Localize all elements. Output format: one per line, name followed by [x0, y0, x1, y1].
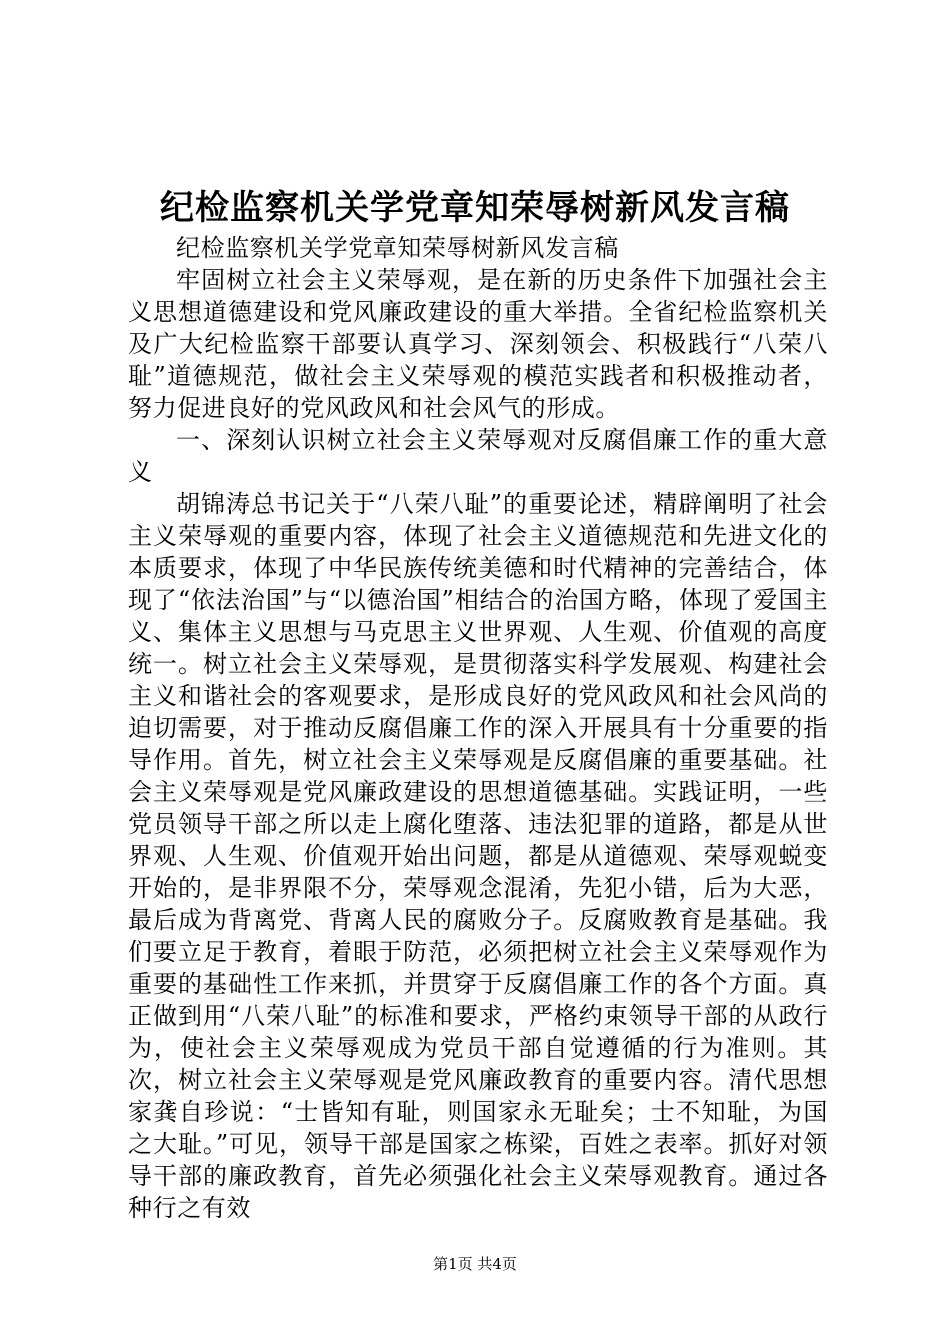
section-heading: 一、深刻认识树立社会主义荣辱观对反腐倡廉工作的重大意义: [128, 426, 828, 486]
paragraph-subtitle: 纪检监察机关学党章知荣辱树新风发言稿: [176, 234, 619, 262]
document-title: 纪检监察机关学党章知荣辱树新风发言稿: [160, 188, 790, 228]
document-body: [128, 232, 828, 1224]
paragraph-body: 胡锦涛总书记关于“八荣八耻”的重要论述，精辟阐明了社会主义荣辱观的重要内容，体现了社会主义道德规范和先进文化的本质要求，体现了中华民族传统美德和时代精神的完善结合，体现了“依法治国”与“以德治国”相结合的治国方略，体现了爱国主义、集体主义思想与马克思主义世界观、人生观、价值观的高度统一。树立社会主义荣辱观，是贯彻落实科学发展观、构建社会主义和谐社会的客观要求，是形成良好的党风政风和社会风尚的迫切需要，对于推动反腐倡廉工作的深入开展具有十分重要的指导作用。首先，树立社会主义荣辱观是反腐倡廉的重要基础。社会主义荣辱观是党风廉政建设的思想道德基础。实践证明，一些党员领导干部之所以走上腐化堕落、违法犯罪的道路，都是从世界观、人生观、价值观开始出问题，都是从道德观、荣辱观蜕变开始的，是非界限不分，荣辱观念混淆，先犯小错，后为大恶，最后成为背离党、背离人民的腐败分子。反腐败教育是基础。我们要立足于教育，着眼于防范，必须把树立社会主义荣辱观作为重要的基础性工作来抓，并贯穿于反腐倡廉工作的各个方面。真正做到用“八荣八耻”的标准和要求，严格约束领导干部的从政行为，使社会主义荣辱观成为党员干部自觉遵循的行为准则。其次，树立社会主义荣辱观是党风廉政教育的重要内容。清代思想家龚自珍说：“士皆知有耻，则国家永无耻矣；士不知耻，为国之大耻。”可见，领导干部是国家之栋梁，百姓之表率。抓好对领导干部的廉政教育，首先必须强化社会主义荣辱观教育。通过各种行之有效: [128, 490, 828, 1222]
paragraph-intro: 牢固树立社会主义荣辱观，是在新的历史条件下加强社会主义思想道德建设和党风廉政建设的重大举措。全省纪检监察机关及广大纪检监察干部要认真学习、深刻领会、积极践行“八荣八耻”道德规范，做社会主义荣辱观的模范实践者和积极推动者，努力促进良好的党风政风和社会风气的形成。: [128, 266, 828, 422]
page-footer: 第1页 共4页: [433, 1255, 517, 1273]
